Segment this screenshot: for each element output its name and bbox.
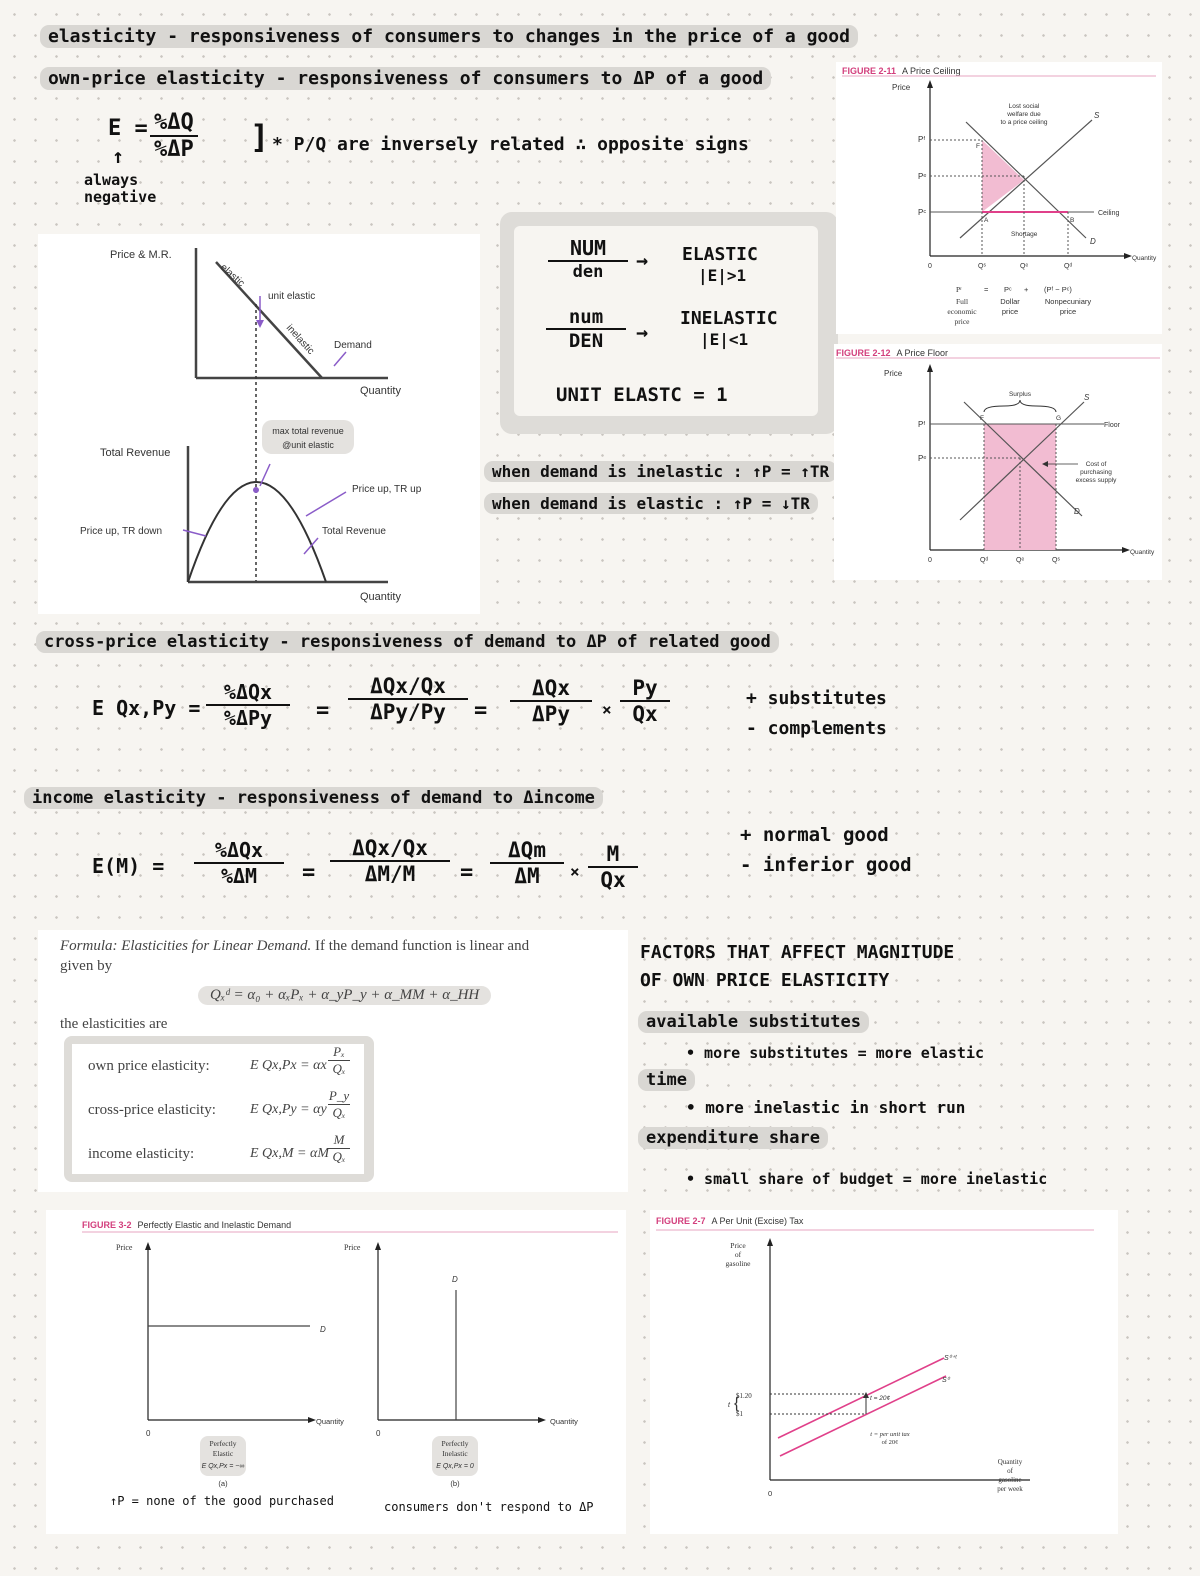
svg-text:B: B	[1070, 217, 1075, 224]
fig-2-12-title: FIGURE 2-12 A Price Floor	[836, 348, 949, 358]
perfectly-inelastic-note: consumers don't respond to ΔP	[384, 1500, 594, 1514]
svg-text:F: F	[980, 415, 984, 422]
svg-text:t = 20¢: t = 20¢	[870, 1395, 891, 1402]
svg-text:(Pᶠ − Pᶜ): (Pᶠ − Pᶜ)	[1044, 285, 1072, 294]
equals-sign-3: =	[302, 860, 316, 885]
up-arrow-icon: ↑	[112, 144, 125, 168]
elasticity-formula-label: E =	[108, 116, 148, 141]
svg-text:D: D	[452, 1275, 458, 1284]
svg-text:Pᶠ: Pᶠ	[956, 285, 962, 294]
svg-text:=: =	[984, 285, 989, 294]
svg-text:A: A	[984, 217, 989, 224]
svg-text:{: {	[734, 1395, 740, 1412]
arrow-icon: →	[636, 248, 649, 272]
svg-text:Quantity: Quantity	[316, 1417, 344, 1426]
income-fraction-3: ΔQm ΔM	[490, 838, 564, 888]
svg-text:D: D	[1090, 237, 1096, 246]
own-price-label: own price elasticity:	[88, 1058, 210, 1074]
svg-text:E Qx,Px = 0: E Qx,Px = 0	[436, 1463, 474, 1470]
svg-text:D: D	[1074, 507, 1080, 516]
factors-title-1: FACTORS THAT AFFECT MAGNITUDE	[640, 942, 955, 963]
inverse-note: * P/Q are inversely related ∴ opposite signs	[272, 134, 749, 155]
svg-text:gasoline: gasoline	[725, 1259, 751, 1268]
svg-text:Full: Full	[955, 297, 969, 306]
svg-text:Quantity: Quantity	[1132, 255, 1157, 262]
own-price-ratio: Pₓ Qₓ	[328, 1044, 350, 1077]
svg-text:Price: Price	[730, 1241, 746, 1250]
complements-note: - complements	[746, 718, 887, 739]
svg-text:Surplus: Surplus	[1008, 391, 1032, 398]
svg-text:0: 0	[928, 263, 932, 270]
elastic-label: ELASTIC	[682, 244, 758, 265]
svg-text:S⁰: S⁰	[942, 1377, 950, 1384]
svg-text:price: price	[1001, 307, 1019, 316]
svg-text:0: 0	[928, 557, 932, 564]
cross-price-label: cross-price elasticity:	[88, 1102, 216, 1118]
income-fraction-1: %ΔQx %ΔM	[194, 838, 284, 888]
equals-sign-4: =	[460, 860, 474, 885]
svg-text:Price: Price	[892, 83, 911, 92]
elastic-tr-note: when demand is elastic : ↑P = ↓TR	[484, 494, 818, 513]
svg-text:Pᶠ: Pᶠ	[918, 135, 926, 144]
fig-2-11-title: FIGURE 2-11 A Price Ceiling	[842, 66, 961, 76]
formula-given: given by	[60, 958, 113, 974]
inelastic-tr-note: when demand is inelastic : ↑P = ↑TR	[484, 462, 837, 481]
cross-fraction-3: ΔQx ΔPy	[510, 676, 592, 726]
svg-text:Elastic: Elastic	[212, 1449, 234, 1458]
svg-text:G: G	[1056, 415, 1062, 422]
perfect-elasticity-graphs	[46, 1210, 626, 1534]
figure-2-11-panel	[836, 62, 1162, 334]
svg-text:Quantity: Quantity	[1130, 549, 1155, 556]
times-sign: ×	[602, 700, 612, 719]
svg-text:Ceiling: Ceiling	[1098, 210, 1120, 217]
elasticity-definition: elasticity - responsiveness of consumers to changes in the price of a good	[40, 26, 858, 47]
svg-text:Qᵈ: Qᵈ	[980, 557, 989, 564]
svg-text:Pᵉ: Pᵉ	[918, 454, 927, 463]
svg-text:Qᵈ: Qᵈ	[1064, 263, 1073, 270]
formula-heading: Formula: Elasticities for Linear Demand.	[60, 938, 312, 954]
demand-label: Demand	[334, 340, 372, 351]
svg-text:0: 0	[146, 1429, 151, 1438]
svg-text:0: 0	[768, 1489, 773, 1498]
price-floor-graph	[834, 344, 1162, 580]
equals-sign: =	[316, 698, 330, 723]
svg-text:Pᶜ: Pᶜ	[1004, 285, 1012, 294]
bracket: ]	[250, 118, 270, 156]
fig-2-7-title: FIGURE 2-7 A Per Unit (Excise) Tax	[656, 1216, 804, 1226]
cross-price-ratio: P_y Qₓ	[328, 1088, 350, 1120]
svg-text:Qˢ: Qˢ	[978, 263, 986, 270]
cross-fraction-1: %ΔQx %ΔPy	[206, 680, 290, 730]
arrow-icon-2: →	[636, 320, 649, 344]
equals-sign-2: =	[474, 698, 488, 723]
figure-2-12-panel	[834, 344, 1162, 580]
inelastic-condition: |E|<1	[700, 330, 749, 349]
svg-text:to a price ceiling: to a price ceiling	[1000, 119, 1048, 126]
income-formula: E Qx,M = αM	[250, 1146, 329, 1161]
income-lhs: E(M) =	[92, 854, 165, 878]
cross-price-formula: E Qx,Py = αy	[250, 1102, 327, 1117]
svg-text:purchasing: purchasing	[1080, 469, 1112, 476]
demand-equation: Qₓᵈ = α₀ + αₓPₓ + α_yP_y + α_MM + α_HH	[198, 986, 491, 1005]
formula-heading-rest: If the demand function is linear and	[315, 938, 530, 954]
quantity-bottom-label: Quantity	[360, 591, 401, 603]
svg-text:S: S	[1084, 393, 1090, 402]
price-up-tr-up-label: Price up, TR up	[352, 484, 422, 495]
svg-text:Floor: Floor	[1104, 422, 1120, 429]
svg-text:Nonpecuniary: Nonpecuniary	[1044, 297, 1092, 306]
elastic-label: elastic	[217, 262, 247, 290]
own-price-formula: E Qx,Px = αx	[250, 1058, 327, 1073]
total-revenue-axis-label: Total Revenue	[100, 447, 171, 459]
normal-good-note: + normal good	[740, 824, 889, 846]
svg-text:Price: Price	[884, 369, 903, 378]
figure-3-2-panel	[46, 1210, 626, 1534]
svg-text:Lost social: Lost social	[1008, 103, 1040, 110]
factor-substitutes: available substitutes	[638, 1012, 869, 1032]
svg-text:Pᶜ: Pᶜ	[918, 208, 927, 217]
factor-time: time	[638, 1070, 695, 1090]
svg-text:Price: Price	[116, 1243, 133, 1252]
inferior-good-note: - inferior good	[740, 854, 912, 876]
perfectly-elastic-note: ↑P = none of the good purchased	[110, 1494, 334, 1508]
inelastic-label: INELASTIC	[680, 308, 778, 329]
figure-2-7-panel	[650, 1210, 1118, 1534]
svg-text:+: +	[1024, 285, 1029, 294]
at-unit-label: @unit elastic	[282, 440, 334, 450]
svg-text:Perfectly: Perfectly	[441, 1439, 469, 1448]
factor-expenditure-bullet: • small share of budget = more inelastic	[686, 1170, 1048, 1188]
income-ratio: M Qₓ	[328, 1132, 350, 1165]
svg-text:Dollar: Dollar	[1000, 297, 1020, 306]
svg-text:Qᵉ: Qᵉ	[1016, 557, 1025, 564]
svg-text:Quantity: Quantity	[550, 1417, 578, 1426]
svg-text:Quantity: Quantity	[997, 1458, 1023, 1466]
price-mr-label: Price & M.R.	[110, 249, 172, 261]
linear-demand-formula-panel	[38, 930, 628, 1192]
factors-title-2: OF OWN PRICE ELASTICITY	[640, 970, 890, 991]
own-price-definition: own-price elasticity - responsiveness of consumers to ΔP of a good	[40, 68, 771, 89]
svg-text:F: F	[976, 143, 980, 150]
svg-text:Cost of: Cost of	[1085, 461, 1107, 468]
unit-elastic-label: unit elastic	[268, 291, 316, 302]
svg-text:Shortage: Shortage	[1011, 231, 1038, 238]
svg-text:price: price	[954, 317, 970, 326]
svg-text:excess supply: excess supply	[1075, 477, 1117, 484]
svg-text:of: of	[734, 1250, 742, 1259]
excise-tax-graph	[650, 1210, 1118, 1534]
svg-text:S⁰⁺ᵗ: S⁰⁺ᵗ	[944, 1355, 957, 1362]
always-negative-note: always negative	[84, 171, 157, 206]
factor-expenditure: expenditure share	[638, 1128, 828, 1148]
svg-text:$1: $1	[736, 1410, 743, 1418]
svg-text:Qᵉ: Qᵉ	[1020, 263, 1029, 270]
num-over-den: NUM den	[548, 236, 628, 282]
svg-text:t: t	[728, 1402, 730, 1409]
income-fraction-4: $\frac{M}{Qx}$	[588, 842, 638, 892]
income-definition: income elasticity - responsiveness of demand to Δincome	[24, 788, 603, 808]
times-sign-2: ×	[570, 862, 580, 881]
substitutes-note: + substitutes	[746, 688, 887, 709]
elasticity-formula: $\frac{\%\Delta Q}{\%\Delta P}$	[150, 110, 198, 162]
svg-text:of: of	[1007, 1467, 1013, 1475]
revenue-graph	[38, 234, 480, 614]
max-tr-label: max total revenue	[272, 426, 344, 436]
svg-text:welfare due: welfare due	[1007, 111, 1041, 118]
svg-text:Price: Price	[344, 1243, 361, 1252]
cross-fraction-2: ΔQx/Qx ΔPy/Py	[348, 674, 468, 724]
quantity-top-label: Quantity	[360, 385, 401, 397]
svg-text:economic: economic	[947, 307, 977, 316]
fig-3-2-title: FIGURE 3-2 Perfectly Elastic and Inelastic Demand	[82, 1220, 292, 1230]
svg-text:(b): (b)	[450, 1479, 460, 1488]
svg-text:$1.20: $1.20	[736, 1392, 752, 1400]
inelastic-label: inelastic	[283, 322, 317, 357]
svg-text:price: price	[1059, 307, 1077, 316]
svg-text:Pᶠ: Pᶠ	[918, 420, 926, 429]
income-label: income elasticity:	[88, 1146, 195, 1162]
svg-text:S: S	[1094, 111, 1100, 120]
factor-substitutes-bullet: • more substitutes = more elastic	[686, 1044, 985, 1062]
svg-text:D: D	[320, 1325, 326, 1334]
svg-text:Qˢ: Qˢ	[1052, 557, 1060, 564]
revenue-graph-panel	[38, 234, 480, 614]
svg-text:per week: per week	[997, 1485, 1023, 1493]
svg-text:Inelastic: Inelastic	[442, 1449, 468, 1458]
cross-price-definition: cross-price elasticity - responsiveness of demand to ΔP of related good	[36, 632, 779, 652]
svg-text:Pᵉ: Pᵉ	[918, 172, 927, 181]
price-up-tr-down-label: Price up, TR down	[80, 526, 163, 537]
num-over-den-2: num DEN	[546, 306, 626, 352]
svg-text:of 20¢: of 20¢	[881, 1439, 899, 1446]
elastic-condition: |E|>1	[698, 266, 747, 285]
factor-time-bullet: • more inelastic in short run	[686, 1098, 966, 1117]
elasticities-are: the elasticities are	[60, 1016, 168, 1032]
svg-text:(a): (a)	[218, 1479, 228, 1488]
price-ceiling-graph	[836, 62, 1162, 334]
svg-text:0: 0	[376, 1429, 381, 1438]
svg-text:E Qx,Px = −∞: E Qx,Px = −∞	[201, 1463, 245, 1470]
svg-text:Perfectly: Perfectly	[209, 1439, 237, 1448]
svg-text:t = per unit tax: t = per unit tax	[870, 1431, 910, 1438]
cross-price-lhs: E Qx,Py =	[92, 696, 201, 720]
svg-text:gasoline: gasoline	[998, 1476, 1022, 1484]
cross-fraction-4: $\frac{Py}{Qx}$	[620, 676, 670, 726]
total-revenue-curve-label: Total Revenue	[322, 526, 386, 537]
unit-elastic-note: UNIT ELASTC = 1	[556, 384, 728, 406]
income-fraction-2: ΔQx/Qx ΔM/M	[330, 836, 450, 886]
